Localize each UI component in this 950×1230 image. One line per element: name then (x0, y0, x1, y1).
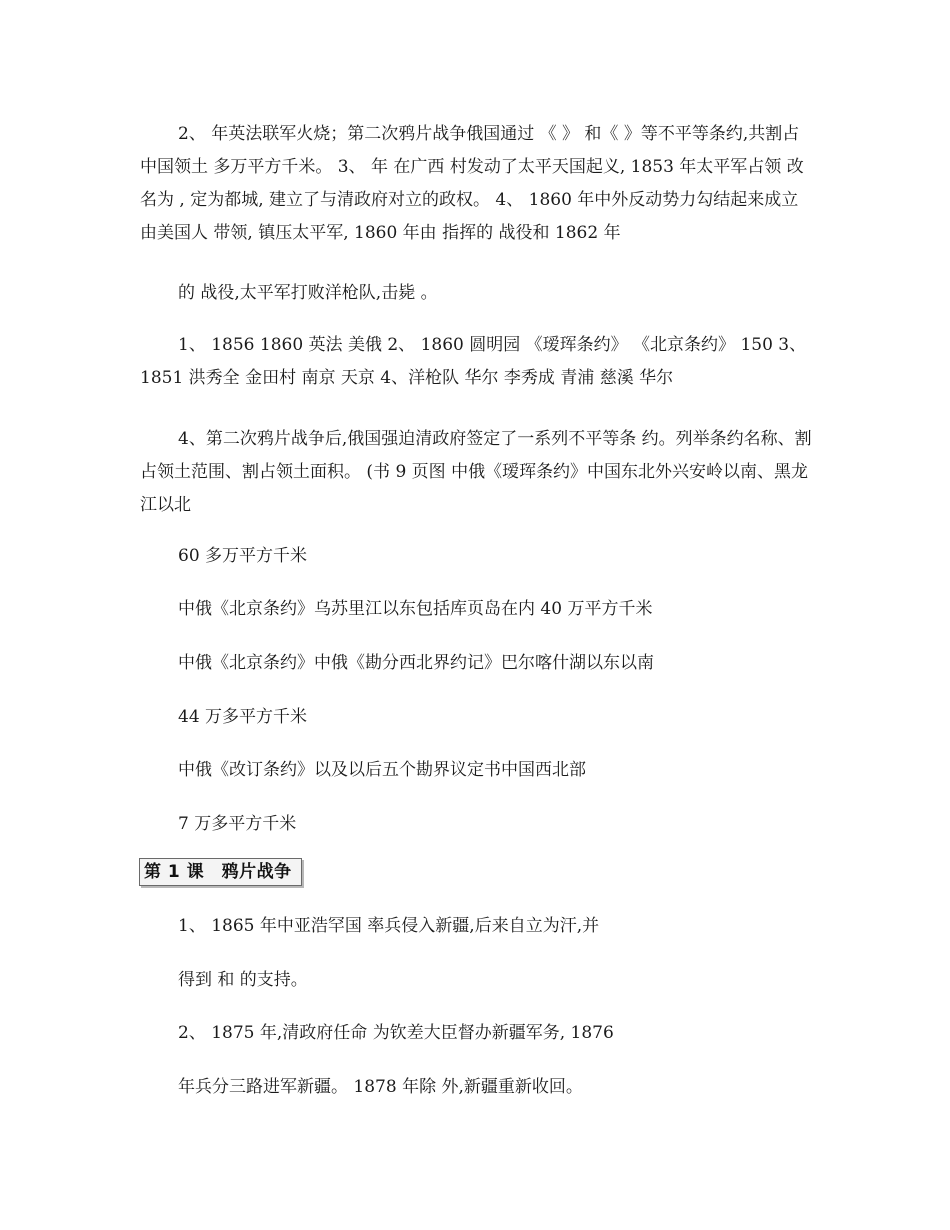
paragraph-1-continuation: 的 战役,太平军打败洋枪队,击毙 。 (178, 283, 438, 303)
answer-paragraph: 1、 1856 1860 英法 美俄 2、 1860 圆明园 《瑷珲条约》 《北京条约》 150 3、 1851 洪秀全 金田村 南京 天京 4、洋枪队 华尔 李秀成 青浦 慈溪 华尔 (140, 335, 807, 388)
text-line: 2、 1875 年,清政府任命 为钦差大臣督办新疆军务, 1876 (178, 1023, 614, 1043)
question-paragraph: 4、第二次鸦片战争后,俄国强迫清政府签定了一系列不平等条 约。列举条约名称、割占领土范围、割占领土面积。 (书 9 页图 中俄《瑷珲条约》中国东北外兴安岭以南、黑龙江以北 (140, 429, 812, 515)
text-line: 中俄《北京条约》乌苏里江以东包括库页岛在内 40 万平方千米 (178, 599, 653, 619)
text-line: 7 万多平方千米 (178, 814, 297, 834)
lesson-heading: 第 1 课 鸦片战争 (139, 858, 302, 886)
text-line: 中俄《北京条约》中俄《勘分西北界约记》巴尔喀什湖以东以南 (178, 653, 654, 673)
text-line: 得到 和 的支持。 (178, 970, 308, 990)
text-line: 中俄《改订条约》以及以后五个勘界议定书中国西北部 (178, 760, 586, 780)
text-line: 60 多万平方千米 (178, 546, 308, 566)
text-line: 年兵分三路进军新疆。 1878 年除 外,新疆重新收回。 (178, 1077, 583, 1097)
paragraph-1: 2、 年英法联军火烧；第二次鸦片战争俄国通过 《 》 和《 》等不平等条约,共割占中国领土 多万平方千米。 3、 年 在广西 村发动了太平天国起义, 1853 年太平军占领 改名为 , 定为都城, 建立了与清政府对立的政权。 4、 1860 年中外反动势力勾结起来成立 由美国人 带领, 镇压太平军, 1860 年由 指挥的 战役和 1862 年 (140, 124, 804, 243)
text-line: 1、 1865 年中亚浩罕国 率兵侵入新疆,后来自立为汗,并 (178, 916, 600, 936)
text-line: 44 万多平方千米 (178, 707, 308, 727)
